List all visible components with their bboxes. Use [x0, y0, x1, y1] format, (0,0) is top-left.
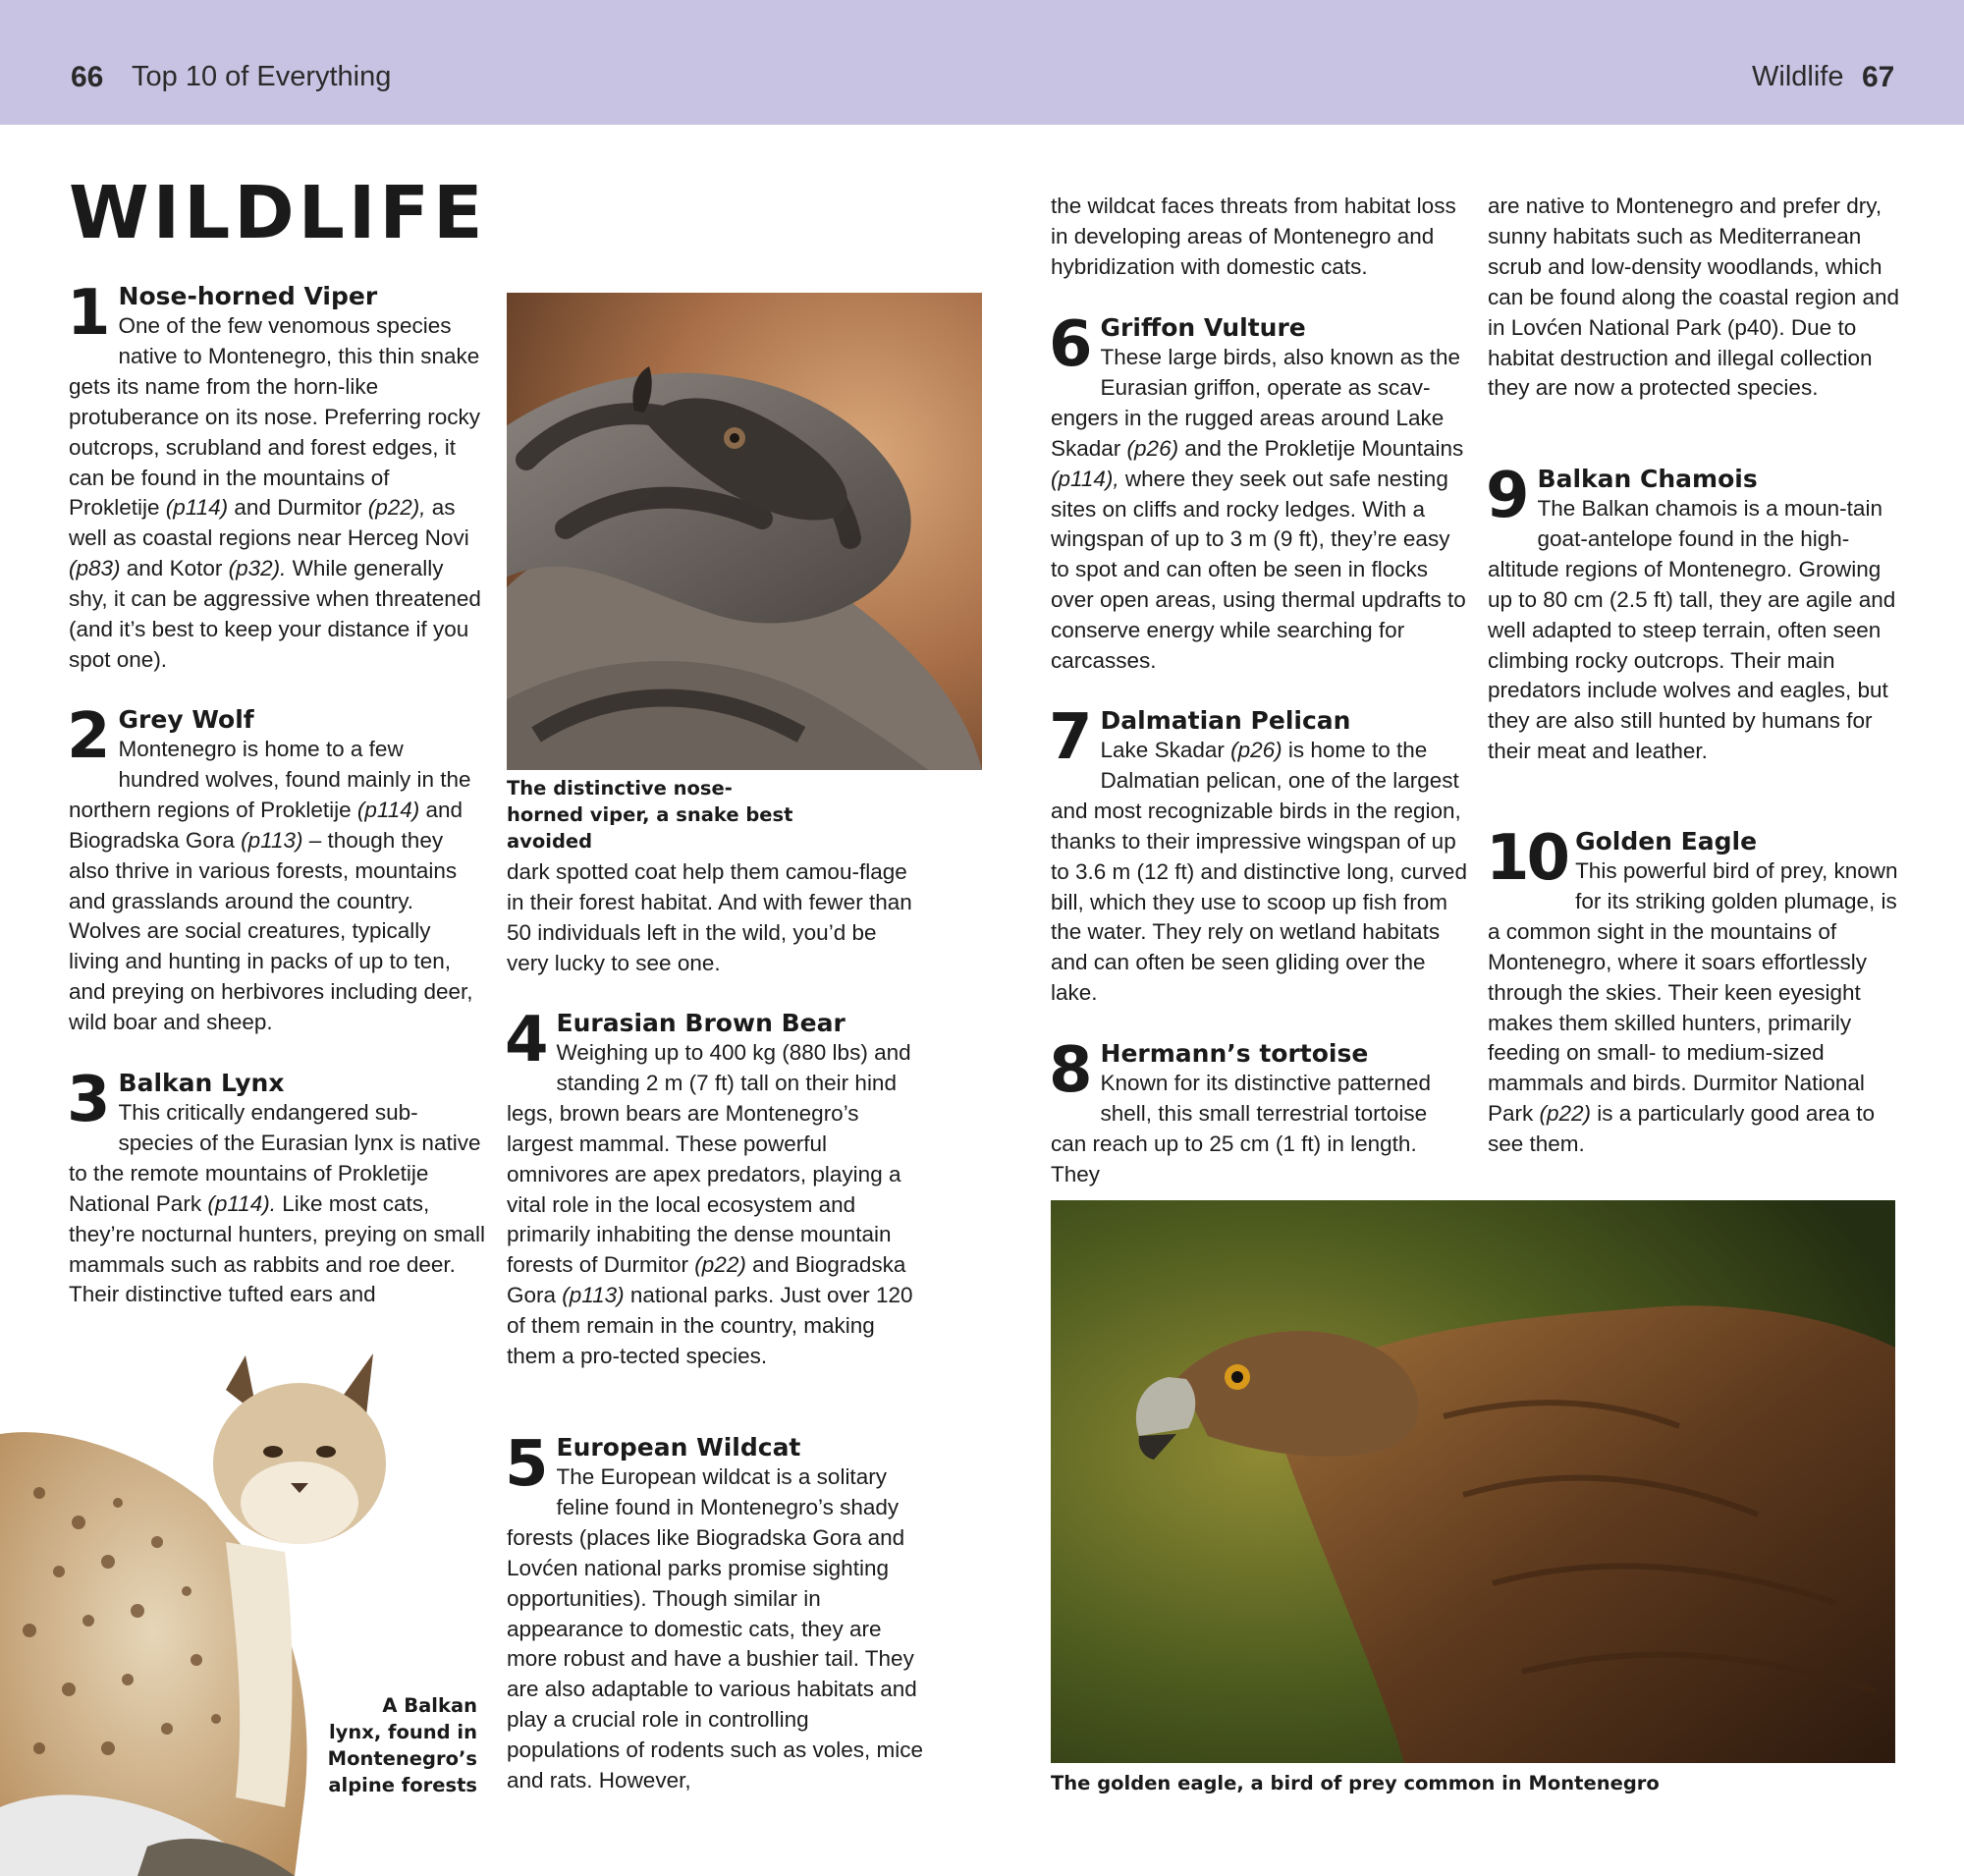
entry-number: 10	[1486, 822, 1568, 895]
entry-number: 5	[505, 1428, 549, 1501]
body-text: This powerful bird of prey, known for its striking golden plumage, is a common sight in the mountains of Montenegro, where it soars effortlessly through the skies. Their keen eyesight makes them skilled hunters, primarily feeding on small- to medium-sized mammals and birds. Durmitor National Park	[1488, 858, 1898, 1127]
entry-body	[1488, 858, 1898, 1156]
page-reference: (p113)	[562, 1283, 625, 1308]
viper-photo	[507, 293, 982, 770]
entry-number: 3	[67, 1064, 111, 1136]
entry-number: 4	[505, 1004, 549, 1076]
entry-number: 8	[1049, 1034, 1093, 1107]
entry-title: Balkan Lynx	[118, 1069, 285, 1097]
entry-title: Griffon Vulture	[1100, 313, 1306, 342]
entry-number: 9	[1486, 460, 1530, 532]
entry-5	[505, 1428, 923, 1796]
entry-body	[69, 1100, 485, 1306]
body-text: This critically endangered sub-species of the Eurasian lynx is native to the remote mountains of Prokletije National Park	[69, 1100, 481, 1216]
body-text: The Balkan chamois is a moun-tain goat-antelope found in the high-altitude regions of Montenegro. Growing up to 80 cm (2.5 ft) tall, they are agile and well adapted to steep terrain, often seen climbing rocky outcrops. Their main predators include wolves and eagles, but they are also still hunted by humans for their meat and leather.	[1488, 496, 1896, 764]
entry-body	[507, 1040, 913, 1368]
entry-5-continuation: the wildcat faces threats from habitat loss in developing areas of Montenegro and hybridization with domestic cats.	[1051, 193, 1456, 279]
eagle-caption: The golden eagle, a bird of prey common in Montenegro	[1051, 1772, 1660, 1794]
body-text: is a particularly good area to see them.	[1488, 1101, 1875, 1157]
body-text: and Durmitor	[228, 495, 368, 521]
page-reference: (p114)	[356, 797, 420, 822]
entry-2	[67, 700, 485, 1038]
entry-4	[505, 1004, 923, 1372]
page-reference: (p83)	[69, 556, 121, 581]
body-text: Lake Skadar	[1100, 738, 1231, 762]
eagle-photo	[1051, 1200, 1895, 1763]
left-page-number: 66	[71, 61, 104, 93]
left-book-title: Top 10 of Everything	[132, 61, 392, 92]
body-text: Known for its distinctive patterned shell, this small terrestrial tortoise can reach up to 25 cm (1 ft) in length. They	[1051, 1071, 1431, 1186]
entry-6	[1049, 308, 1467, 677]
page-reference: (p113)	[241, 827, 303, 853]
entry-body	[1051, 345, 1466, 673]
entry-body	[1488, 496, 1895, 763]
entry-number: 7	[1049, 701, 1093, 774]
entry-3	[67, 1064, 485, 1310]
page-reference: (p22),	[367, 495, 426, 521]
entry-body	[1051, 738, 1467, 1005]
body-text: and Biogradska Gora	[69, 797, 464, 853]
entry-title: Nose-horned Viper	[118, 282, 378, 310]
body-text: and Kotor	[120, 556, 229, 581]
entry-title: Eurasian Brown Bear	[556, 1009, 846, 1037]
entry-3-continuation: dark spotted coat help them camou-flage in their forest habitat. And with fewer than 50 individuals left in the wild, you’d be very lucky to see one.	[507, 859, 912, 975]
body-text: Montenegro is home to a few hundred wolves, found mainly in the northern regions of Prokletije	[69, 737, 471, 822]
page-reference: (p22)	[694, 1252, 746, 1278]
page-reference: (p114).	[207, 1190, 276, 1216]
page-reference: (p114),	[1051, 466, 1119, 491]
body-text: where they seek out safe nesting sites on cliffs and rocky ledges. With a wingspan of up to 3 m (9 ft), they’re easy to spot and can often be seen in flocks over open areas, using thermal updrafts to conserve energy while searching for carcasses.	[1051, 466, 1466, 674]
body-text: These large birds, also known as the Eurasian griffon, operate as scav-engers in the rugged areas around Lake Skadar	[1051, 345, 1460, 461]
entry-number: 1	[67, 277, 111, 350]
entry-title: Balkan Chamois	[1537, 465, 1758, 493]
body-text: and Biogradska Gora	[507, 1252, 906, 1308]
lynx-caption: A Balkan lynx, found in Montenegro’s alpine forests	[327, 1694, 477, 1796]
entry-body	[69, 737, 473, 1034]
body-text: is home to the Dalmatian pelican, one of the largest and most recognizable birds in the region, thanks to their impressive wingspan of up to 3.6 m (12 ft) and distinctive long, curved bill, which they use to scoop up fish from the water. They rely on wetland habitats and can often be seen gliding over the lake.	[1051, 738, 1467, 1006]
body-text: and the Prokletije Mountains	[1178, 435, 1464, 461]
page-reference: (p32).	[228, 556, 287, 581]
entry-body	[1051, 1071, 1431, 1186]
body-text: Like most cats, they’re nocturnal hunters, preying on small mammals such as rabbits and roe deer. Their distinctive tufted ears and	[69, 1190, 485, 1307]
entry-body	[69, 313, 481, 672]
entry-number: 6	[1049, 308, 1093, 381]
body-text: While generally shy, it can be aggressive when threatened (and it’s best to keep your distance if you spot one).	[69, 556, 481, 672]
body-text: as well as coastal regions near Herceg Novi	[69, 495, 469, 551]
page-reference: (p26)	[1126, 435, 1179, 461]
body-text: national parks. Just over 120 of them remain in the country, making them a pro-tected species.	[507, 1283, 913, 1369]
body-text: Weighing up to 400 kg (880 lbs) and standing 2 m (7 ft) tall on their hind legs, brown bears are Montenegro’s largest mammal. These powerful omnivores are apex predators, playing a vital role in the local ecosystem and primarily inhabiting the dense mountain forests of Durmitor	[507, 1040, 911, 1278]
body-text: – though they also thrive in various forests, mountains and grasslands around the country. Wolves are social creatures, typically living and hunting in packs of up to ten, and preying on herbivores including deer, wild boar and sheep.	[69, 827, 473, 1035]
entry-title: Dalmatian Pelican	[1100, 706, 1351, 735]
right-page-number: 67	[1862, 61, 1895, 93]
entry-8-continuation: are native to Montenegro and prefer dry, sunny habitats such as Mediterranean scrub and low-density woodlands, which can be found along the coastal region and in Lovćen National Park (p40). Due to habitat destruction and illegal collection they are now a protected species.	[1488, 193, 1900, 401]
page-reference: (p26)	[1230, 738, 1282, 762]
entry-10	[1486, 822, 1904, 1160]
entry-1	[67, 277, 485, 676]
body-text: One of the few venomous species native to Montenegro, this thin snake gets its name from the horn-like protuberance on its nose. Preferring rocky outcrops, scrubland and forest edges, it can be found in the mountains of Prokletije	[69, 313, 480, 521]
page-title: WILDLIFE	[69, 171, 487, 255]
entry-8	[1049, 1034, 1467, 1190]
right-section-title: Wildlife	[1752, 61, 1844, 92]
entry-title: Hermann’s tortoise	[1100, 1039, 1369, 1068]
entry-title: Grey Wolf	[118, 705, 254, 734]
viper-caption: The distinctive nose-horned viper, a snake best avoided	[507, 777, 793, 853]
entry-number: 2	[67, 700, 111, 773]
entry-title: European Wildcat	[556, 1433, 801, 1462]
body-text: The European wildcat is a solitary feline found in Montenegro’s shady forests (places like Biogradska Gora and Lovćen national parks promise sighting opportunities). Though similar in appearance to domestic cats, they are more robust and have a bushier tail. They are also adaptable to various habitats and play a crucial role in controlling populations of rodents such as voles, mice and rats. However,	[507, 1464, 923, 1793]
entry-title: Golden Eagle	[1575, 827, 1758, 855]
entry-9	[1486, 460, 1904, 767]
page-reference: (p22)	[1539, 1101, 1592, 1127]
page-reference: (p114)	[165, 495, 229, 521]
entry-body	[507, 1464, 923, 1793]
entry-7	[1049, 701, 1467, 1009]
